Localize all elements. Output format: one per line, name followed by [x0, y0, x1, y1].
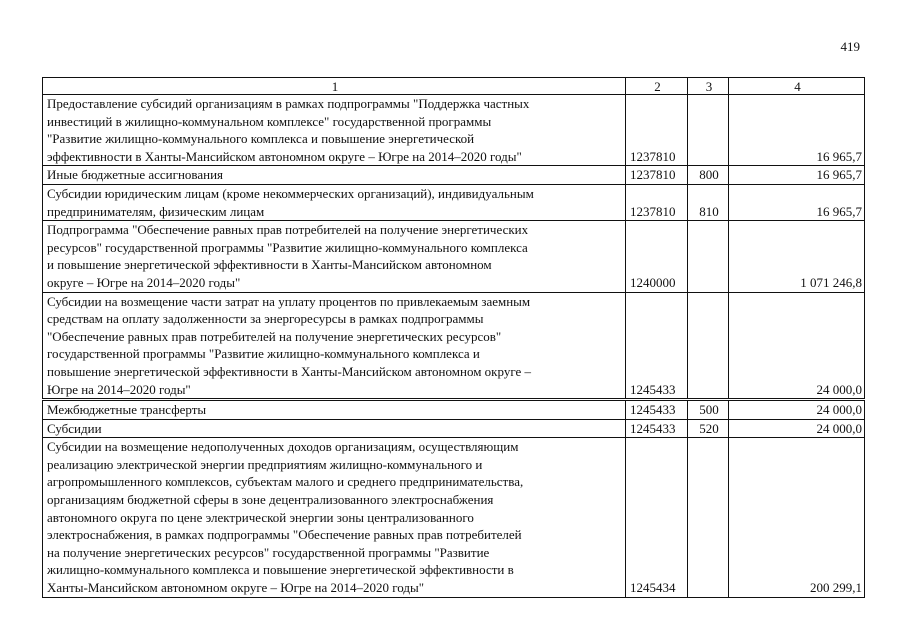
column-header-3: 3	[688, 78, 729, 95]
table-row	[43, 221, 865, 292]
amount-value: 16 965,7	[729, 184, 865, 220]
description-line: Ханты-Мансийском автономном округе – Югре на 2014–2020 годы"	[47, 580, 425, 596]
description-line: Предоставление субсидий организациям в рамках подпрограммы "Поддержка частных	[47, 96, 530, 111]
expense-type-code: 500	[688, 400, 729, 420]
description-line: эффективности в Ханты-Мансийском автономном округе – Югре на 2014–2020 годы"	[47, 148, 522, 164]
row-description	[43, 438, 626, 597]
target-article-code: 1245433	[626, 292, 688, 400]
amount-value: 16 965,7	[729, 166, 865, 185]
table-row	[43, 419, 865, 438]
page-number: 419	[840, 39, 860, 54]
header-row	[43, 78, 865, 95]
amount-value: 200 299,1	[729, 438, 865, 597]
row-description	[43, 184, 626, 220]
description-line: Подпрограмма "Обеспечение равных прав потребителей на получение энергетических	[47, 222, 529, 238]
table-row	[43, 400, 865, 420]
description-line: Иные бюджетные ассигнования	[47, 167, 224, 183]
column-header-2: 2	[626, 78, 688, 95]
description-line: повышение энергетической эффективности в Ханты-Мансийском автономном округе –	[47, 363, 532, 379]
expense-type-code: 810	[688, 184, 729, 220]
row-description	[43, 292, 626, 400]
description-line: реализацию электрической энергии предприятиям жилищно-коммунального и	[47, 456, 483, 472]
description-line: электроснабжения, в рамках подпрограммы "Обеспечение равных прав потребителей	[47, 527, 522, 543]
description-line: автономного округа по цене электрической энергии зоны централизованного	[47, 509, 474, 525]
target-article-code: 1245434	[626, 438, 688, 597]
description-line: и повышение энергетической эффективности в Ханты-Мансийском автономном	[47, 257, 492, 273]
amount-value: 1 071 246,8	[729, 221, 865, 292]
description-line: средствам на оплату задолженности за энергоресурсы в рамках подпрограммы	[47, 311, 484, 327]
expense-type-code	[688, 292, 729, 400]
description-line: агропромышленного комплексов, субъектам малого и среднего предпринимательства,	[47, 474, 524, 490]
amount-value: 24 000,0	[729, 292, 865, 400]
target-article-code: 1237810	[626, 95, 688, 166]
expense-type-code	[688, 95, 729, 166]
description-line: государственной программы "Развитие жилищно-коммунального комплекса и	[47, 346, 480, 362]
target-article-code: 1245433	[626, 419, 688, 438]
description-line: на получение энергетических ресурсов" государственной программы "Развитие	[47, 544, 490, 560]
table-row	[43, 166, 865, 185]
row-description	[43, 166, 626, 185]
table-row	[43, 95, 865, 166]
target-article-code: 1245433	[626, 400, 688, 420]
description-line: предпринимателям, физическим лицам	[47, 203, 265, 219]
table-row	[43, 184, 865, 220]
description-line: жилищно-коммунального комплекса и повышение энергетической эффективности в	[47, 562, 514, 578]
description-line: "Обеспечение равных прав потребителей на получение энергетических ресурсов"	[47, 328, 502, 344]
description-line: Субсидии юридическим лицам (кроме некоммерческих организаций), индивидуальным	[47, 185, 534, 201]
description-line: Субсидии	[47, 420, 102, 436]
expense-type-code	[688, 438, 729, 597]
table-row	[43, 292, 865, 400]
description-line: Субсидии на возмещение недополученных доходов организациям, осуществляющим	[47, 439, 519, 455]
budget-table	[42, 77, 865, 598]
description-line: организациям бюджетной сферы в зоне децентрализованного электроснабжения	[47, 492, 494, 508]
expense-type-code	[688, 221, 729, 292]
description-line: ресурсов" государственной программы "Развитие жилищно-коммунального комплекса	[47, 239, 528, 255]
expense-type-code: 800	[688, 166, 729, 185]
description-line: округе – Югре на 2014–2020 годы"	[47, 274, 241, 290]
description-line: инвестиций в жилищно-коммунальном комплексе" государственной программы	[47, 113, 492, 129]
amount-value: 16 965,7	[729, 95, 865, 166]
description-line: Субсидии на возмещение части затрат на уплату процентов по привлекаемым заемным	[47, 293, 531, 309]
column-header-1: 1	[43, 78, 626, 95]
table-body	[43, 95, 865, 598]
target-article-code: 1237810	[626, 166, 688, 185]
column-header-4: 4	[729, 78, 865, 95]
row-description	[43, 400, 626, 420]
table-row	[43, 438, 865, 597]
row-description	[43, 221, 626, 292]
amount-value: 24 000,0	[729, 419, 865, 438]
target-article-code: 1237810	[626, 184, 688, 220]
row-description	[43, 419, 626, 438]
description-line: Межбюджетные трансферты	[47, 402, 207, 418]
description-line: Югре на 2014–2020 годы"	[47, 381, 191, 397]
target-article-code: 1240000	[626, 221, 688, 292]
description-line: "Развитие жилищно-коммунального комплекса и повышение энергетической	[47, 131, 475, 147]
row-description	[43, 95, 626, 166]
amount-value: 24 000,0	[729, 400, 865, 420]
expense-type-code: 520	[688, 419, 729, 438]
